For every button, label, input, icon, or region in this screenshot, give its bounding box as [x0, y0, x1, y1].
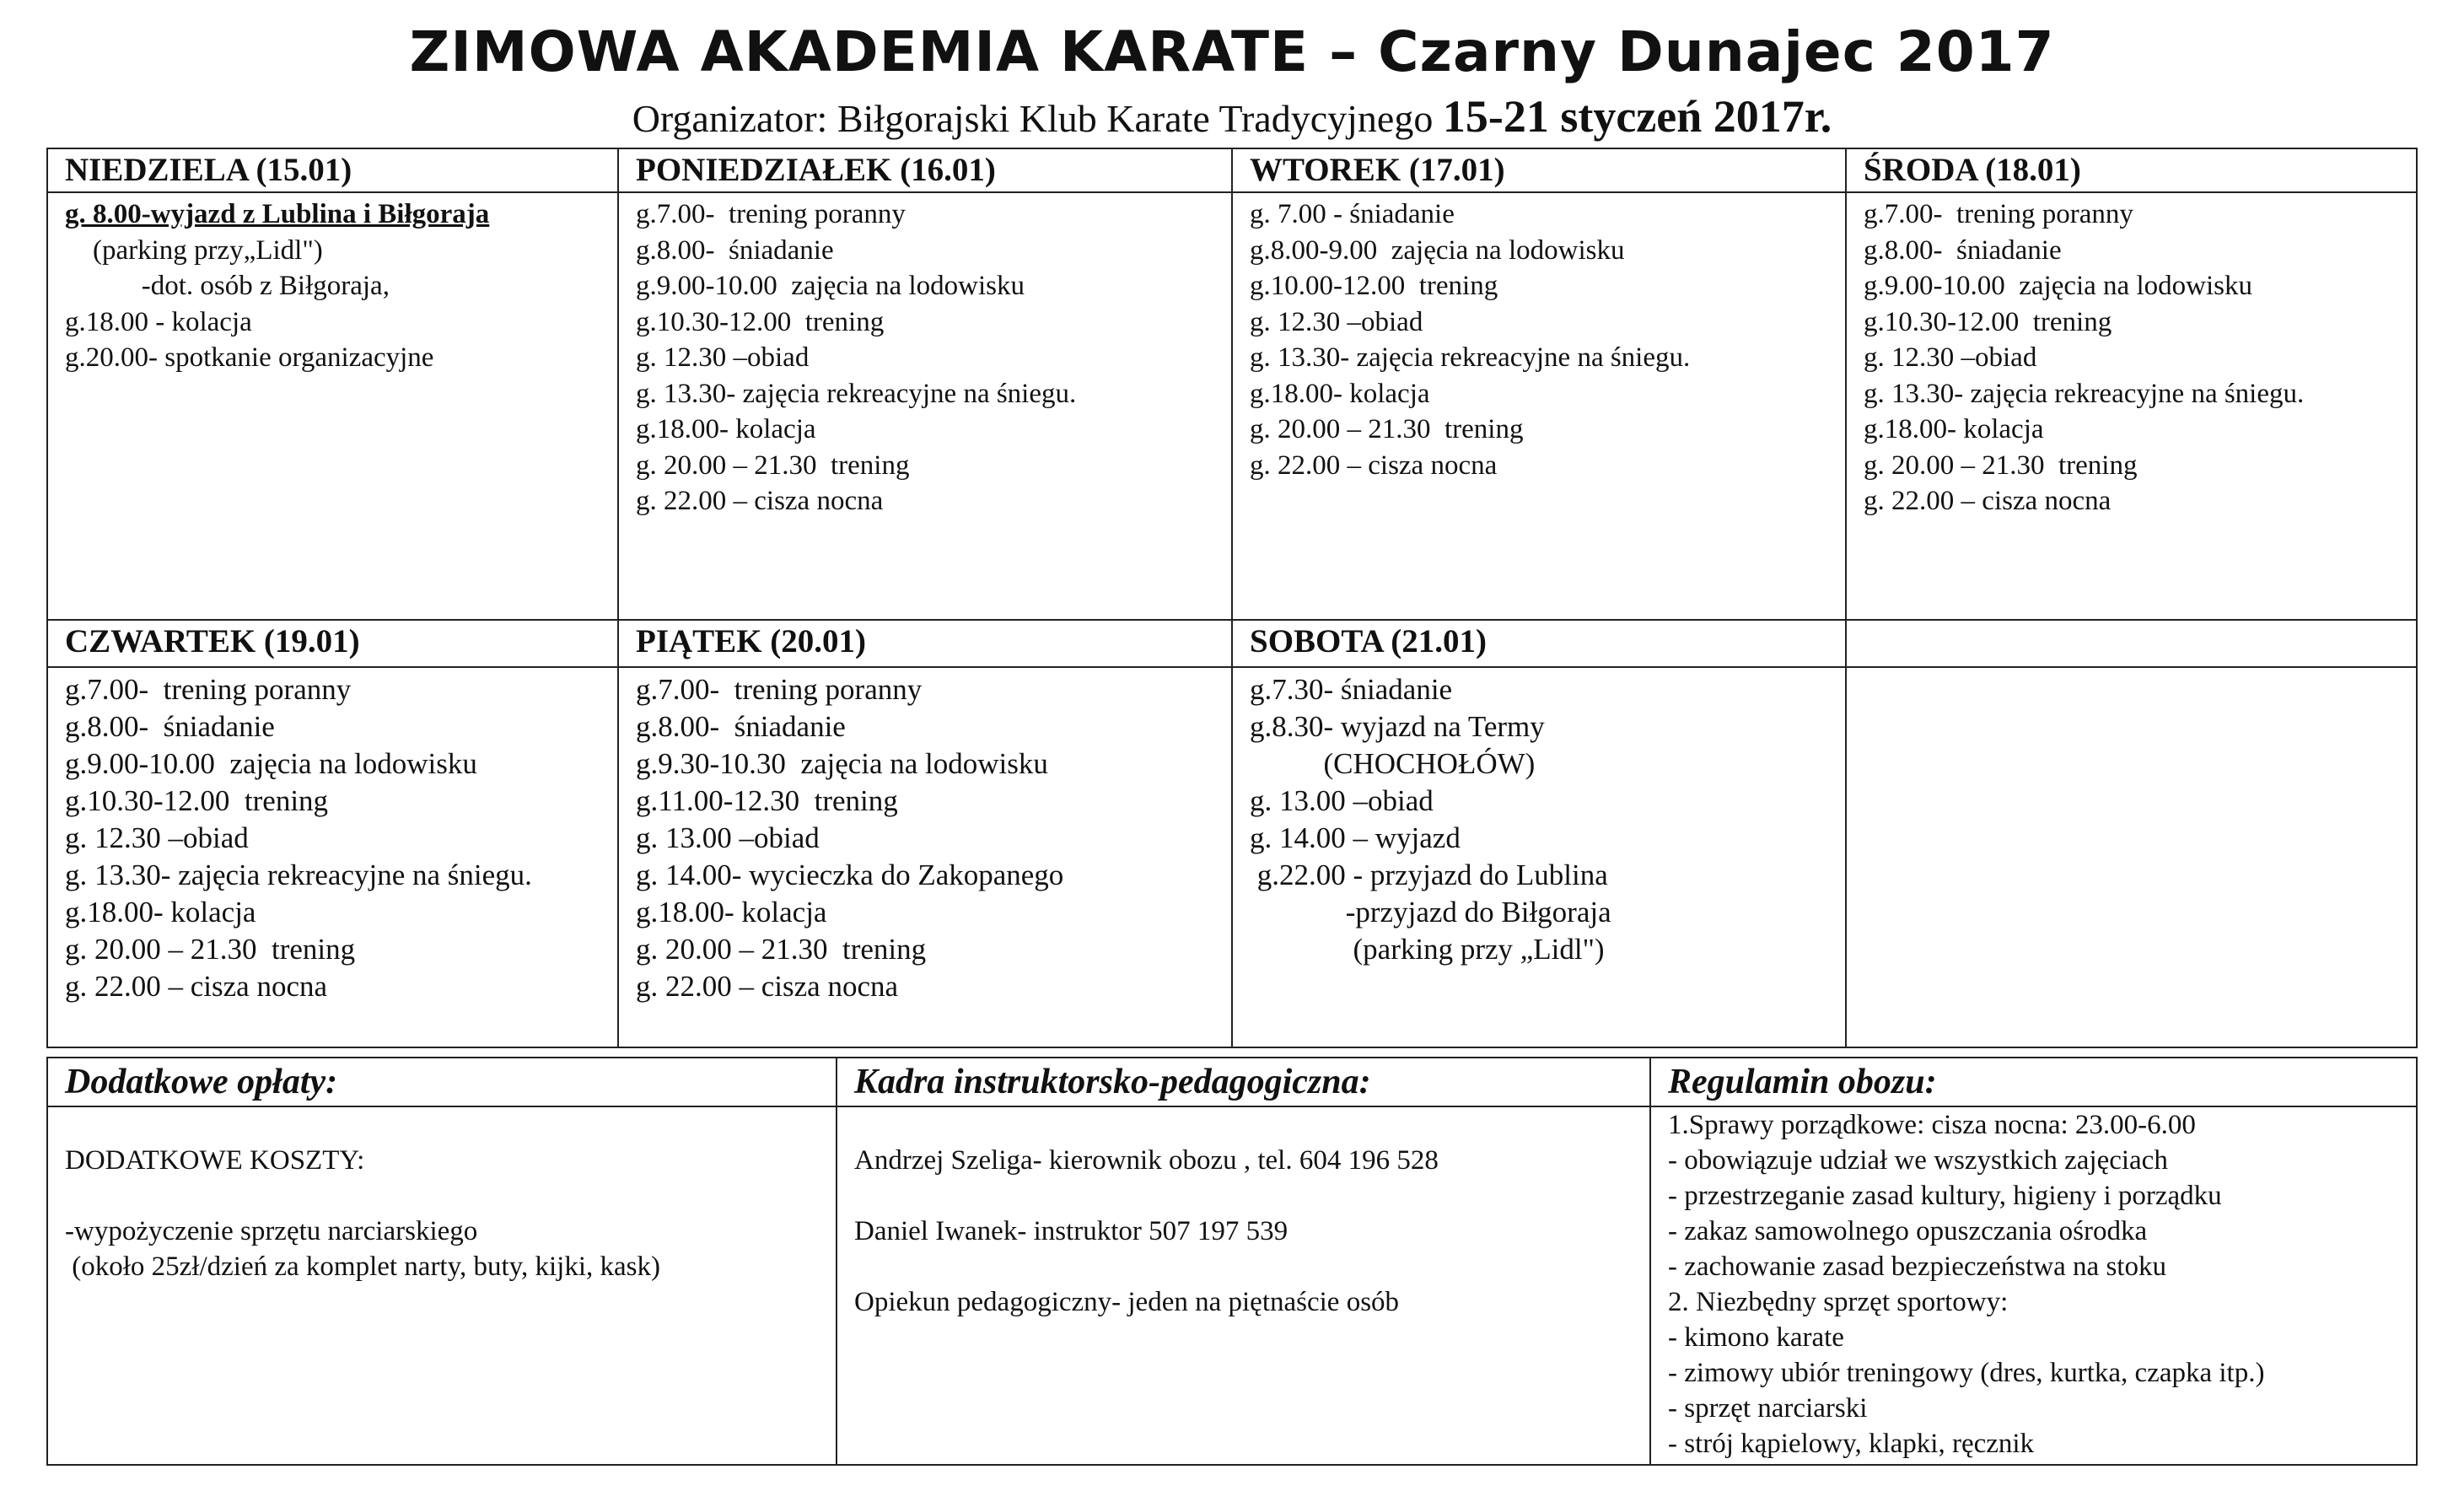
schedule-line: g.7.00- trening poranny: [636, 673, 923, 706]
day-header-friday: PIĄTEK (20.01): [618, 620, 1232, 667]
schedule-line: (parking przy „Lidl"): [1250, 933, 1605, 966]
rules-line: 2. Niezbędny sprzęt sportowy:: [1668, 1287, 2009, 1317]
schedule-line: g. 12.30 –obiad: [636, 342, 810, 373]
rules-line: - kimono karate: [1668, 1322, 1844, 1353]
schedule-line: g.7.00- trening poranny: [1864, 199, 2133, 229]
schedule-line: g. 22.00 – cisza nocna: [65, 970, 328, 1003]
schedule-line: g.22.00 - przyjazd do Lublina: [1250, 859, 1608, 891]
schedule-line: (CHOCHOŁÓW): [1250, 747, 1536, 780]
schedule-line: g.7.30- śniadanie: [1250, 673, 1453, 706]
schedule-line: g.10.30-12.00 trening: [65, 784, 329, 817]
rules-line: - zachowanie zasad bezpieczeństwa na stoku: [1668, 1251, 2166, 1282]
schedule-line: g. 7.00 - śniadanie: [1250, 199, 1455, 229]
rules-line: - przestrzeganie zasad kultury, higieny i porządku: [1668, 1181, 2222, 1211]
fees-line: (około 25zł/dzień za komplet narty, buty, kijki, kask): [65, 1251, 660, 1282]
organizer-text: Organizator: Biłgorajski Klub Karate Tradycyjnego: [632, 97, 1434, 140]
schedule-table: [46, 148, 2418, 1048]
schedule-line: g.9.00-10.00 zajęcia na lodowisku: [1864, 271, 2252, 301]
staff-line: Daniel Iwanek- instruktor 507 197 539: [854, 1216, 1288, 1246]
schedule-line: g.18.00- kolacja: [636, 414, 816, 444]
day-header-tuesday: WTOREK (17.01): [1232, 148, 1846, 192]
day-schedule-wednesday: [1846, 192, 2417, 620]
info-table: [46, 1057, 2418, 1466]
day-header-monday: PONIEDZIAŁEK (16.01): [618, 148, 1232, 192]
day-header-wednesday: ŚRODA (18.01): [1846, 148, 2417, 192]
schedule-line: g.7.00- trening poranny: [65, 673, 352, 706]
schedule-line: g. 20.00 – 21.30 trening: [636, 933, 927, 966]
schedule-line: g. 22.00 – cisza nocna: [636, 486, 884, 516]
schedule-line: g.9.00-10.00 zajęcia na lodowisku: [65, 747, 477, 780]
schedule-line: g. 20.00 – 21.30 trening: [636, 449, 910, 481]
schedule-line: g.20.00- spotkanie organizacyjne: [65, 342, 434, 373]
schedule-line: g. 20.00 – 21.30 trening: [1864, 449, 2138, 481]
schedule-line: g.8.00- śniadanie: [636, 234, 834, 266]
schedule-line: g. 14.00 – wyjazd: [1250, 821, 1461, 854]
day-header-sunday: NIEDZIELA (15.01): [47, 148, 618, 192]
schedule-line: (parking przy„Lidl"): [65, 234, 323, 266]
schedule-line: g. 20.00 – 21.30 trening: [1250, 414, 1524, 444]
schedule-line: g.18.00 - kolacja: [65, 306, 252, 337]
schedule-line: g. 14.00- wycieczka do Zakopanego: [636, 859, 1064, 891]
schedule-line: g.8.00- śniadanie: [636, 710, 846, 743]
fees-title: Dodatkowe opłaty:: [47, 1058, 837, 1106]
rules-title: Regulamin obozu:: [1650, 1058, 2417, 1106]
schedule-line: -dot. osób z Biłgoraja,: [65, 271, 390, 301]
schedule-line: -przyjazd do Biłgoraja: [1250, 896, 1611, 929]
day-header-thursday: CZWARTEK (19.01): [47, 620, 618, 667]
schedule-line: g. 22.00 – cisza nocna: [1864, 486, 2112, 516]
schedule-line: g. 13.30- zajęcia rekreacyjne na śniegu.: [636, 378, 1077, 409]
schedule-line: g.8.00- śniadanie: [1864, 234, 2062, 266]
fees-section: [47, 1106, 837, 1465]
day-schedule-sunday: [47, 192, 618, 620]
staff-line: Andrzej Szeliga- kierownik obozu , tel. 604 196 528: [854, 1145, 1439, 1176]
schedule-line: g. 13.30- zajęcia rekreacyjne na śniegu.: [65, 859, 532, 891]
fees-heading: DODATKOWE KOSZTY:: [65, 1145, 365, 1176]
day-schedule-friday: [618, 667, 1232, 1047]
day-schedule-thursday: [47, 667, 618, 1047]
day-schedule-tuesday: [1232, 192, 1846, 620]
schedule-line: g. 20.00 – 21.30 trening: [65, 933, 356, 966]
schedule-line: g. 13.30- zajęcia rekreacyjne na śniegu.: [1864, 378, 2305, 409]
rules-line: 1.Sprawy porządkowe: cisza nocna: 23.00-6.00: [1668, 1110, 2196, 1140]
schedule-line: g.10.30-12.00 trening: [1864, 306, 2112, 337]
schedule-line: g.11.00-12.30 trening: [636, 784, 898, 817]
schedule-line: g.8.30- wyjazd na Termy: [1250, 710, 1545, 743]
rules-line: - zimowy ubiór treningowy (dres, kurtka, czapka itp.): [1668, 1358, 2265, 1388]
schedule-line: g. 22.00 – cisza nocna: [1250, 449, 1498, 481]
schedule-line: g. 22.00 – cisza nocna: [636, 970, 899, 1003]
rules-line: - obowiązuje udział we wszystkich zajęciach: [1668, 1145, 2168, 1176]
schedule-line: g.7.00- trening poranny: [636, 199, 906, 229]
page-title: ZIMOWA AKADEMIA KARATE – Czarny Dunajec 2017: [409, 19, 2055, 84]
empty-cell: [1846, 667, 2417, 1047]
schedule-line: g. 13.00 –obiad: [636, 821, 820, 854]
schedule-line: g.18.00- kolacja: [65, 896, 256, 929]
schedule-line: g.8.00- śniadanie: [65, 710, 275, 743]
schedule-line: g.10.30-12.00 trening: [636, 306, 885, 337]
schedule-line: g. 12.30 –obiad: [1250, 306, 1423, 337]
empty-cell: [1846, 620, 2417, 667]
fees-line: -wypożyczenie sprzętu narciarskiego: [65, 1216, 478, 1246]
day-header-saturday: SOBOTA (21.01): [1232, 620, 1846, 667]
schedule-line: g.9.00-10.00 zajęcia na lodowisku: [636, 271, 1025, 301]
schedule-line: g. 12.30 –obiad: [65, 821, 249, 854]
schedule-line: g.10.00-12.00 trening: [1250, 271, 1498, 301]
schedule-line: g.8.00-9.00 zajęcia na lodowisku: [1250, 234, 1625, 266]
staff-line: Opiekun pedagogiczny- jeden na piętnaście osób: [854, 1287, 1400, 1317]
camp-dates: 15-21 styczeń 2017r.: [1442, 91, 1832, 142]
schedule-line: g.18.00- kolacja: [1250, 378, 1430, 409]
rules-line: - sprzęt narciarski: [1668, 1393, 1868, 1424]
rules-line: - zakaz samowolnego opuszczania ośrodka: [1668, 1216, 2148, 1246]
schedule-line: g. 13.00 –obiad: [1250, 784, 1434, 817]
staff-section: [837, 1106, 1650, 1465]
schedule-line: g. 8.00-wyjazd z Lublina i Biłgoraja: [65, 199, 490, 229]
schedule-line: g. 12.30 –obiad: [1864, 342, 2037, 373]
schedule-line: g.18.00- kolacja: [1864, 414, 2044, 444]
staff-title: Kadra instruktorsko-pedagogiczna:: [837, 1058, 1650, 1106]
schedule-line: g.18.00- kolacja: [636, 896, 827, 929]
rules-line: - strój kąpielowy, klapki, ręcznik: [1668, 1429, 2035, 1459]
day-schedule-monday: [618, 192, 1232, 620]
schedule-line: g. 13.30- zajęcia rekreacyjne na śniegu.: [1250, 342, 1691, 373]
schedule-line: g.9.30-10.30 zajęcia na lodowisku: [636, 747, 1048, 780]
rules-section: [1650, 1106, 2417, 1465]
day-schedule-saturday: [1232, 667, 1846, 1047]
subtitle: [0, 91, 2464, 144]
